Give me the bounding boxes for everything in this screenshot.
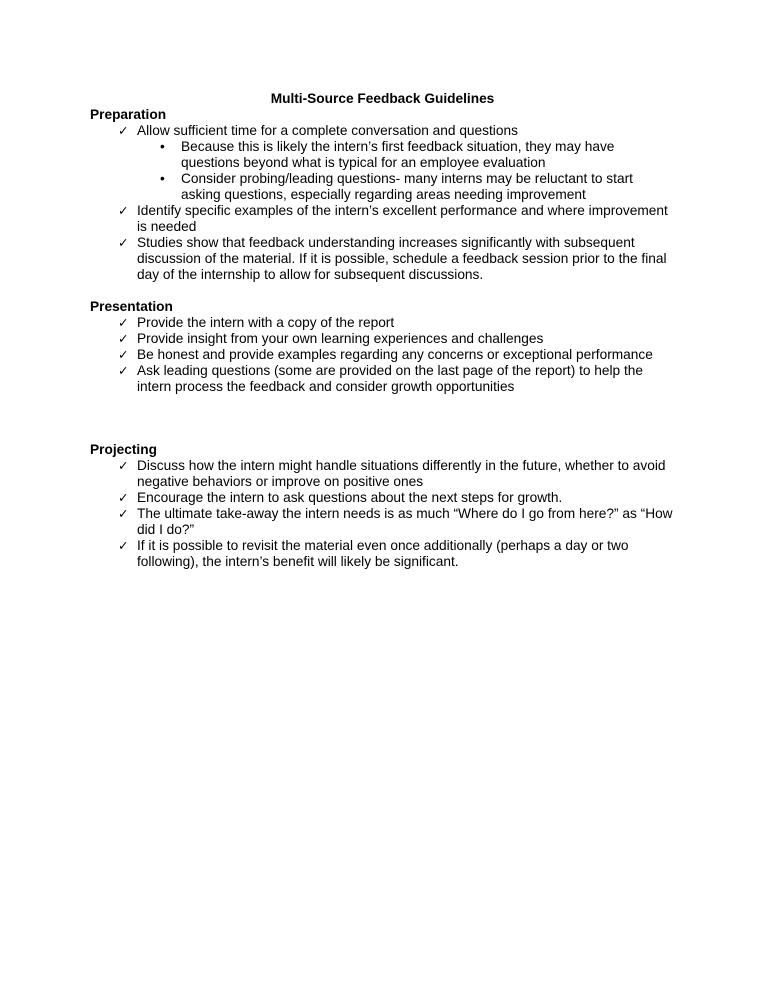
checkmark-icon: ✓ (118, 364, 129, 378)
check-list (90, 458, 675, 570)
bullet-icon: • (160, 139, 165, 154)
section-heading: Projecting (90, 442, 157, 457)
checkmark-icon: ✓ (118, 204, 129, 218)
section-projecting (90, 442, 675, 570)
section-heading: Presentation (90, 299, 173, 314)
bullet-list (90, 139, 675, 203)
document-body (90, 107, 675, 570)
check-list (90, 315, 675, 395)
list-item (90, 331, 675, 347)
checkmark-icon: ✓ (118, 316, 129, 330)
checkmark-icon: ✓ (118, 124, 129, 138)
list-item (90, 347, 675, 363)
list-item (90, 490, 675, 506)
list-item (90, 315, 675, 331)
list-item (90, 363, 675, 395)
list-item-text: If it is possible to revisit the material even once additionally (perhaps a day or two following), the intern’s benefit will likely be significant. (137, 538, 629, 569)
list-item (90, 506, 675, 538)
checkmark-icon: ✓ (118, 236, 129, 250)
section-heading: Preparation (90, 107, 167, 122)
sub-list-item (90, 139, 675, 171)
section-preparation (90, 107, 675, 283)
list-item (90, 458, 675, 490)
list-item (90, 203, 675, 235)
list-item-text: Studies show that feedback understanding increases significantly with subsequent discussion of the material. If it is possible, schedule a feedback session prior to the final day of the internship to allow for subsequent discussions. (137, 235, 667, 282)
checkmark-icon: ✓ (118, 507, 129, 521)
list-item (90, 123, 675, 203)
checkmark-icon: ✓ (118, 348, 129, 362)
checkmark-icon: ✓ (118, 332, 129, 346)
checkmark-icon: ✓ (118, 491, 129, 505)
list-item-text: Be honest and provide examples regarding any concerns or exceptional performance (137, 347, 653, 362)
sub-list-item (90, 171, 675, 203)
list-item-text: Discuss how the intern might handle situations differently in the future, whether to avoid negative behaviors or improve on positive ones (137, 458, 666, 489)
bullet-icon: • (160, 171, 165, 186)
document-title: Multi-Source Feedback Guidelines (270, 91, 495, 106)
list-item (90, 235, 675, 283)
check-list (90, 123, 675, 283)
list-item (90, 538, 675, 570)
list-item-text: Provide insight from your own learning experiences and challenges (137, 331, 544, 346)
list-item-text: Identify specific examples of the intern’s excellent performance and where improvement is needed (137, 203, 668, 234)
sub-list-item-text: Because this is likely the intern’s first feedback situation, they may have questions beyond what is typical for an employee evaluation (181, 139, 615, 170)
list-item-text: Provide the intern with a copy of the report (137, 315, 395, 330)
list-item-text: Ask leading questions (some are provided on the last page of the report) to help the intern process the feedback and consider growth opportunities (137, 363, 643, 394)
list-item-text: Encourage the intern to ask questions about the next steps for growth. (137, 490, 563, 505)
list-item-text: Allow sufficient time for a complete conversation and questions (137, 123, 518, 138)
section-presentation (90, 299, 675, 395)
sub-list-item-text: Consider probing/leading questions- many interns may be reluctant to start asking questions, especially regarding areas needing improvement (181, 171, 633, 202)
checkmark-icon: ✓ (118, 539, 129, 553)
list-item-text: The ultimate take-away the intern needs is as much “Where do I go from here?” as “How did I do?” (137, 506, 673, 537)
checkmark-icon: ✓ (118, 459, 129, 473)
